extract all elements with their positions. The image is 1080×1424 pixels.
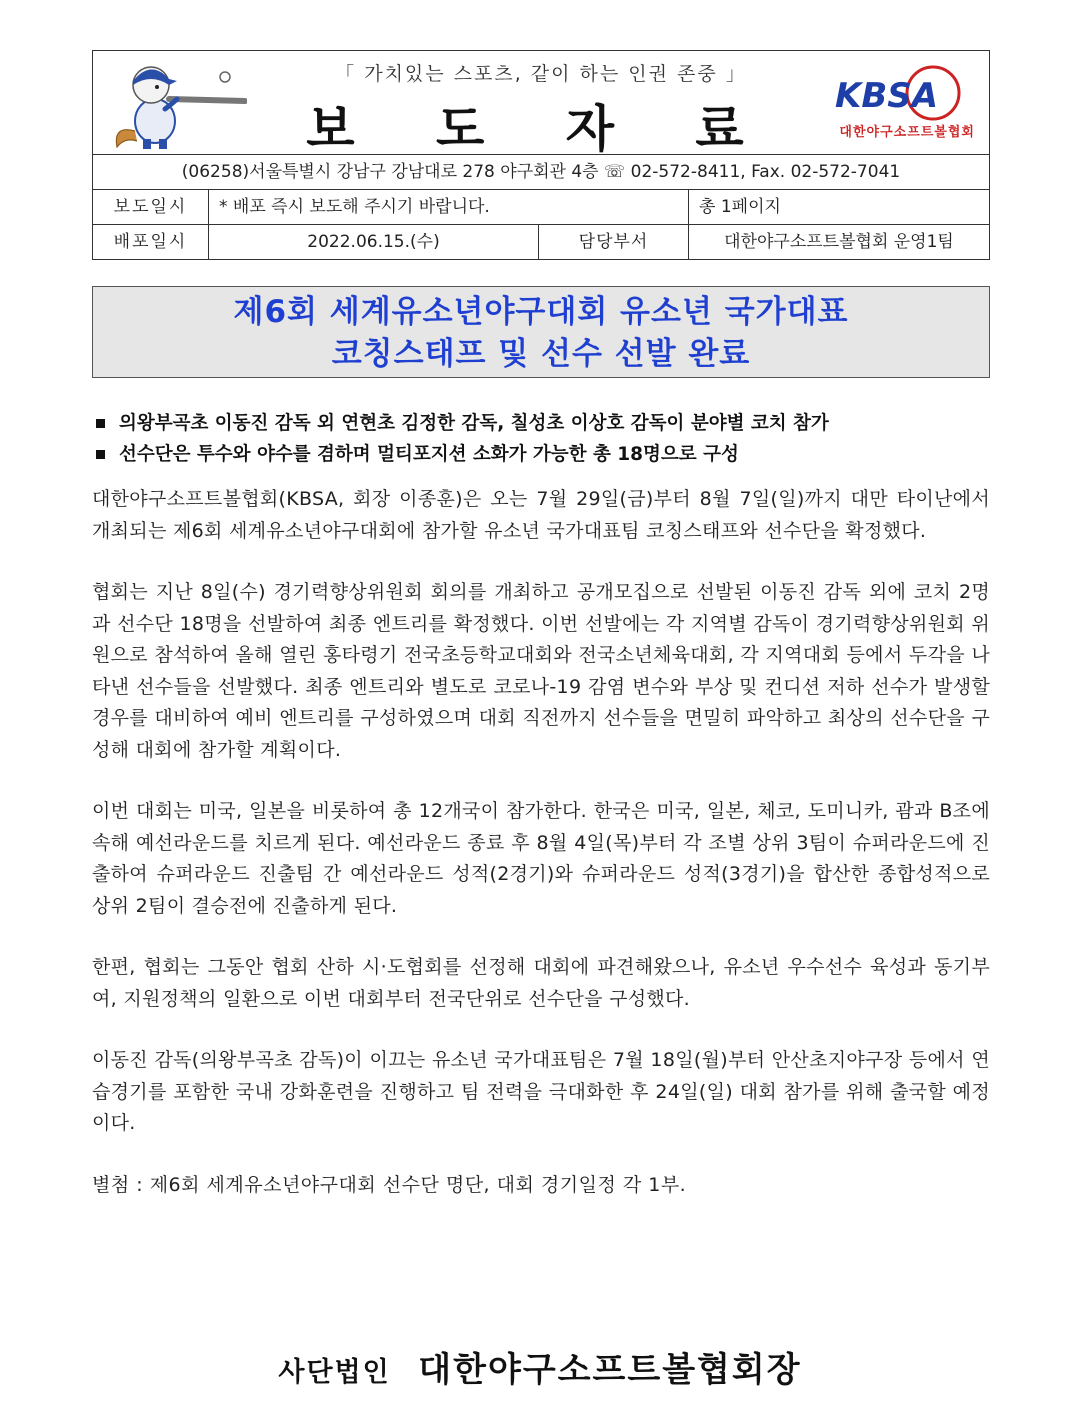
- footer-prefix: 사단법인: [278, 1357, 391, 1388]
- department-value: 대한야구소프트볼협회 운영1팀: [724, 232, 954, 252]
- bullet-text: 의왕부곡초 이동진 감독 외 연현초 김정한 감독, 칠성초 이상호 감독이 분야별 코치 참가: [119, 413, 829, 434]
- footer-org-head: 대한야구소프트볼협회장: [418, 1350, 802, 1390]
- square-bullet-icon: [96, 419, 105, 428]
- logo-org-name: 대한야구소프트볼협회: [839, 125, 975, 140]
- logo-text: KBSA: [835, 76, 939, 116]
- release-row: [93, 190, 989, 224]
- distribution-date: 2022.06.15.(수): [209, 225, 539, 259]
- bullet-item: [92, 439, 990, 470]
- distribution-label: 배포일시: [93, 225, 209, 259]
- headline-line-2: 코칭스태프 및 선수 선발 완료: [331, 336, 751, 372]
- bullet-item: [92, 408, 990, 439]
- distribution-row: [93, 224, 989, 259]
- attachment-note: 별첨 : 제6회 세계유소년야구대회 선수단 명단, 대회 경기일정 각 1부.: [92, 1173, 687, 1196]
- department-label: 담당부서: [539, 225, 689, 259]
- bullet-text: 선수단은 투수와 야수를 겸하며 멀티포지션 소화가 가능한 총 18명으로 구성: [119, 444, 739, 465]
- summary-bullets: [92, 408, 990, 470]
- release-label: 보도일시: [93, 190, 209, 224]
- release-value: * 배포 즉시 보도해 주시기 바랍니다.: [209, 190, 689, 224]
- body-paragraph: 이동진 감독(의왕부곡초 감독)이 이끄는 유소년 국가대표팀은 7월 18일(월)부터 안산초지야구장 등에서 연습경기를 포함한 국내 강화훈련을 진행하고 팀 전력을 극대화한 후 24일(일) 대회 참가를 위해 출국할 예정이다.: [92, 1049, 990, 1134]
- body-paragraph: 대한야구소프트볼협회(KBSA, 회장 이종훈)은 오는 7월 29일(금)부터 8월 7일(일)까지 대만 타이난에서 개최되는 제6회 세계유소년야구대회에 참가할 유소년 국가대표팀 코칭스태프와 선수단을 확정했다.: [92, 488, 990, 542]
- headline-box: [92, 286, 990, 378]
- press-release-page: [92, 50, 990, 1201]
- square-bullet-icon: [96, 450, 105, 459]
- body-paragraph: 협회는 지난 8일(수) 경기력향상위원회 회의를 개최하고 공개모집으로 선발된 이동진 감독 외에 코치 2명과 선수단 18명을 선발하여 최종 엔트리를 확정했다. 이번 선발에는 각 지역별 감독이 경기력향상위원회 위원으로 참석하여 올해 열린 홍타령기 전국초등학교대회와 전국소년체육대회, 각 지역대회 등에서 두각을 나타낸 선수들을 선발했다. 최종 엔트리와 별도로 코로나-19 감염 변수와 부상 및 컨디션 저하 선수가 발생할 경우를 대비하여 예비 엔트리를 구성하였으며 대회 직전까지 선수들을 면밀히 파악하고 최상의 선수단을 구성해 대회에 참가할 계획이다.: [92, 581, 990, 761]
- signature-footer: [0, 1342, 1080, 1391]
- pages-value: 총 1페이지: [699, 197, 781, 217]
- address-line: (06258)서울특별시 강남구 강남대로 278 야구회관 4층 ☏ 02-572-8411, Fax. 02-572-7041: [93, 155, 989, 190]
- body-paragraph: 한편, 협회는 그동안 협회 산하 시·도협회를 선정해 대회에 파견해왔으나, 유소년 우수선수 육성과 동기부여, 지원정책의 일환으로 이번 대회부터 전국단위로 선수단을 구성했다.: [92, 956, 990, 1010]
- slogan: 「 가치있는 스포츠, 같이 하는 인권 존중 」: [335, 63, 747, 85]
- header-top: [93, 51, 989, 158]
- headline-line-1: 제6회 세계유소년야구대회 유소년 국가대표: [233, 294, 849, 330]
- document-title: 보 도 자 료: [306, 100, 776, 158]
- header-table: [92, 50, 990, 260]
- body-paragraph: 이번 대회는 미국, 일본을 비롯하여 총 12개국이 참가한다. 한국은 미국, 일본, 체코, 도미니카, 괌과 B조에 속해 예선라운드를 치르게 된다. 예선라운드 종료 후 8월 4일(목)부터 각 조별 상위 3팀이 슈퍼라운드에 진출하여 슈퍼라운드 진출팀 간 예선라운드 성적(2경기)와 슈퍼라운드 성적(3경기)을 합산한 종합성적으로 상위 2팀이 결승전에 진출하게 된다.: [92, 800, 990, 917]
